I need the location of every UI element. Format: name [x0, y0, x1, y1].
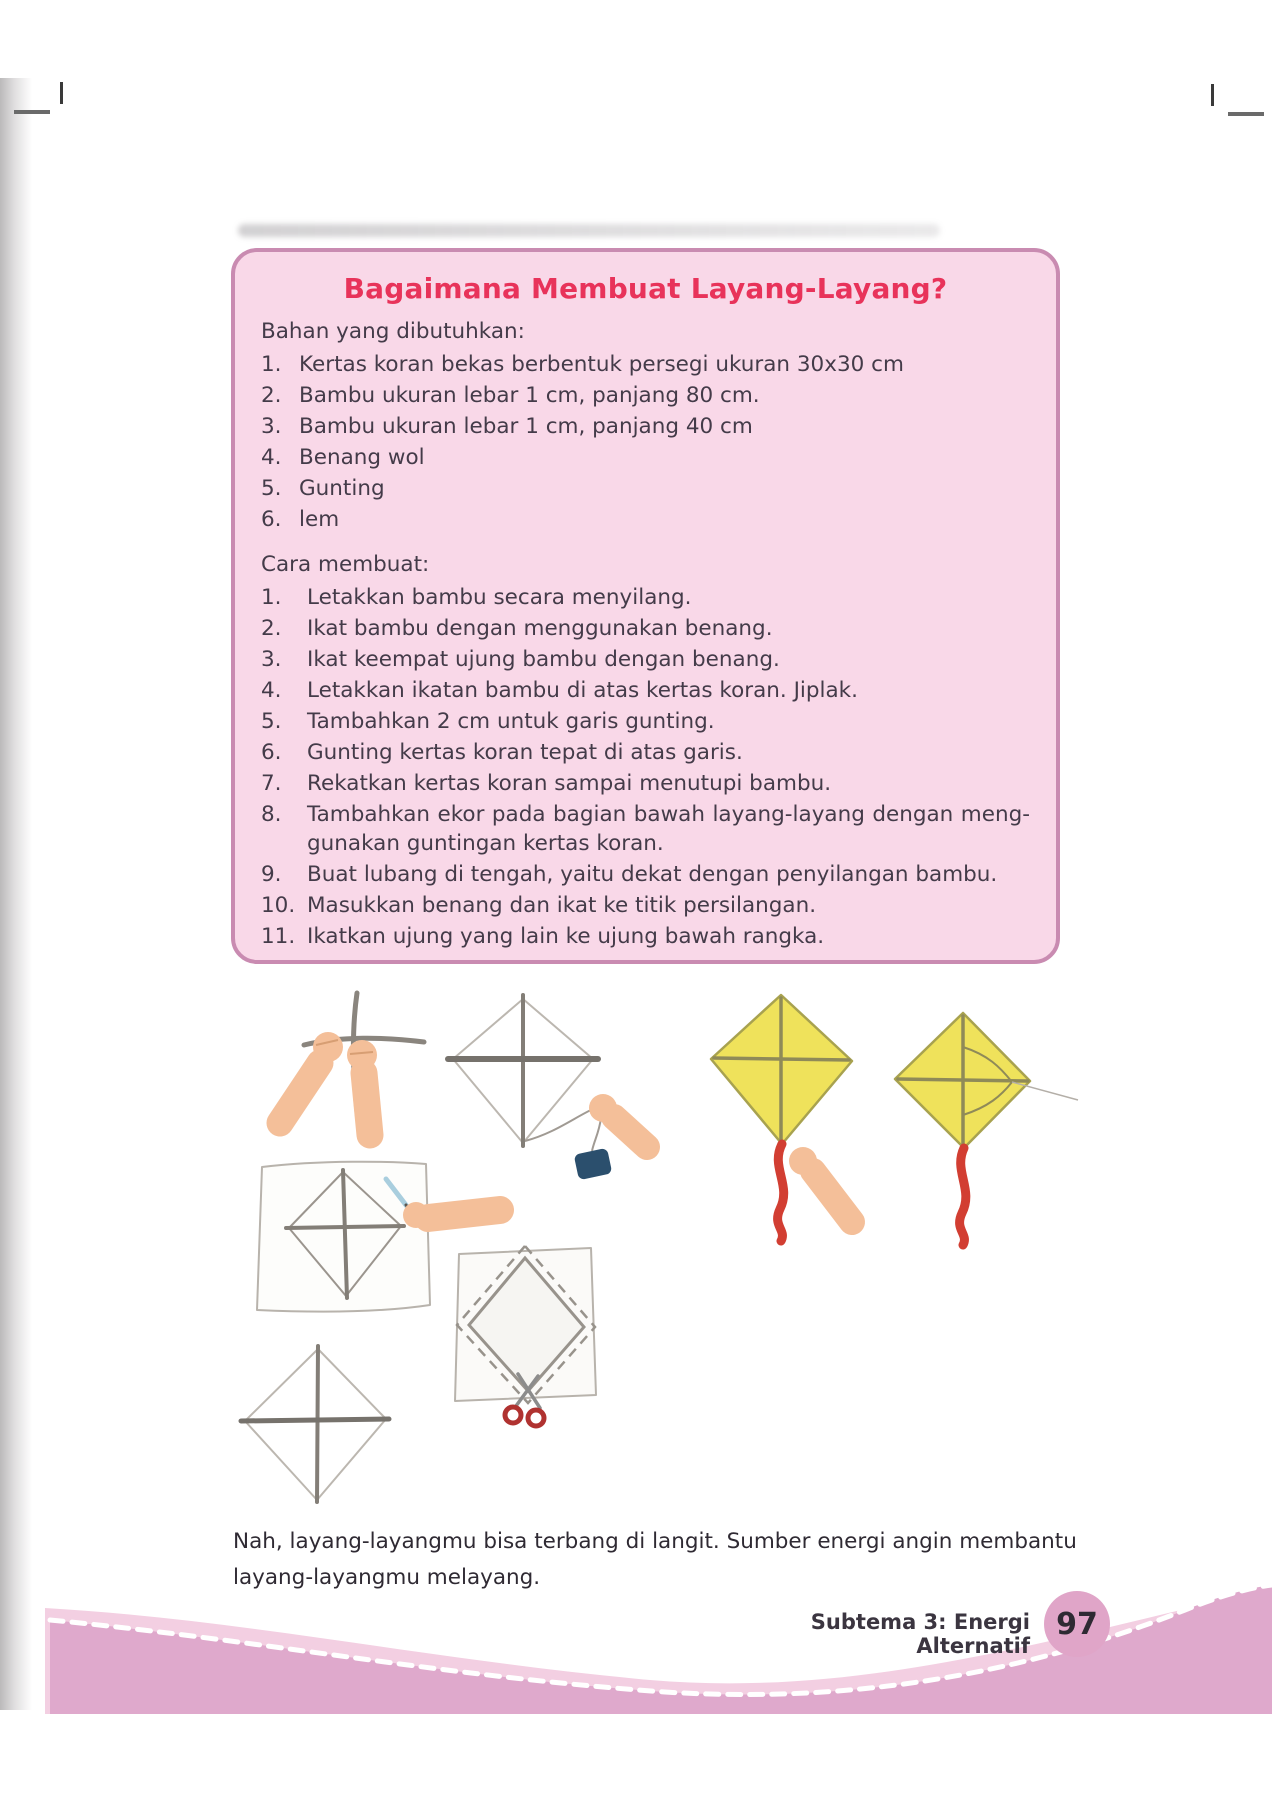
steps-item — [261, 891, 1030, 920]
steps-item-number: 6. — [261, 740, 282, 765]
step-illustrations — [200, 975, 1100, 1525]
crop-mark-top-right-horizontal — [1228, 112, 1264, 116]
materials-item-text: lem — [299, 507, 340, 532]
steps-item-number: 2. — [261, 616, 282, 641]
yellow-kite-with-bridle-illustration — [895, 1013, 1078, 1245]
materials-item-number: 4. — [261, 445, 282, 470]
crop-mark-top-right-vertical — [1211, 84, 1214, 106]
materials-item — [261, 381, 1030, 410]
materials-item — [261, 474, 1030, 503]
steps-list — [261, 583, 1030, 951]
steps-item-number: 4. — [261, 678, 282, 703]
thread-spool — [574, 1148, 613, 1181]
steps-item-text: Tambahkan ekor pada bagian bawah layang-layang dengan meng-gunakan guntingan kertas koran. — [307, 802, 1030, 856]
closing-line-1: Nah, layang-layangmu bisa terbang di langit. Sumber energi angin membantu — [233, 1529, 1077, 1554]
steps-item — [261, 583, 1030, 612]
steps-item — [261, 860, 1030, 889]
steps-item — [261, 922, 1030, 951]
materials-item-text: Bambu ukuran lebar 1 cm, panjang 40 cm — [299, 414, 753, 439]
yellow-kite-with-tail-illustration — [711, 995, 852, 1241]
steps-item-text: Letakkan bambu secara menyilang. — [307, 585, 692, 610]
steps-header: Cara membuat: — [261, 552, 430, 577]
materials-item-number: 6. — [261, 507, 282, 532]
kite-frame-thread-spool-illustration — [448, 995, 647, 1180]
materials-header: Bahan yang dibutuhkan: — [261, 319, 525, 344]
closing-line-2: layang-layangmu melayang. — [233, 1565, 541, 1590]
steps-item — [261, 769, 1030, 798]
materials-item-text: Benang wol — [299, 445, 425, 470]
red-kite-tail — [778, 1144, 784, 1241]
steps-item-number: 3. — [261, 647, 282, 672]
materials-item — [261, 350, 1030, 379]
footer-subtema-label: Subtema 3: Energi Alternatif — [810, 1610, 1030, 1658]
materials-item-number: 3. — [261, 414, 282, 439]
steps-item-text: Ikat keempat ujung bambu dengan benang. — [307, 647, 780, 672]
page-title: Bagaimana Membuat Layang-Layang? — [343, 272, 948, 305]
page-number: 97 — [1056, 1606, 1098, 1642]
materials-item-number: 5. — [261, 476, 282, 501]
materials-item — [261, 412, 1030, 441]
small-kite-frame-illustration — [241, 1346, 389, 1502]
steps-item-text: Tambahkan 2 cm untuk garis gunting. — [307, 709, 715, 734]
steps-item-text: Gunting kertas koran tepat di atas garis. — [307, 740, 743, 765]
materials-item-text: Gunting — [299, 476, 385, 501]
steps-item-text: Ikat bambu dengan menggunakan benang. — [307, 616, 773, 641]
steps-item — [261, 676, 1030, 705]
materials-item-text: Bambu ukuran lebar 1 cm, panjang 80 cm. — [299, 383, 760, 408]
red-kite-tail — [960, 1148, 966, 1245]
steps-item — [261, 645, 1030, 674]
steps-item-number: 11. — [261, 924, 296, 949]
steps-item-number: 8. — [261, 802, 282, 827]
page-number-badge — [1044, 1591, 1110, 1657]
crossing-bamboo-hands-illustration — [280, 993, 424, 1137]
materials-item — [261, 443, 1030, 472]
crop-mark-top-left-vertical — [60, 82, 63, 104]
materials-item-number: 1. — [261, 352, 282, 377]
cut-paper-with-scissors-illustration — [455, 1246, 596, 1426]
recipe-card — [231, 248, 1060, 964]
steps-item-number: 1. — [261, 585, 282, 610]
scan-edge-shadow — [0, 78, 32, 1710]
steps-item-number: 10. — [261, 893, 296, 918]
materials-item — [261, 505, 1030, 534]
scan-smudge — [238, 224, 940, 237]
steps-item-number: 5. — [261, 709, 282, 734]
materials-list — [261, 350, 1030, 534]
steps-item — [261, 614, 1030, 643]
crop-mark-top-left-horizontal — [14, 110, 50, 114]
steps-item-text: Buat lubang di tengah, yaitu dekat dengan penyilangan bambu. — [307, 862, 998, 887]
steps-item — [261, 738, 1030, 767]
materials-item-number: 2. — [261, 383, 282, 408]
steps-item-number: 7. — [261, 771, 282, 796]
materials-item-text: Kertas koran bekas berbentuk persegi ukuran 30x30 cm — [299, 352, 904, 377]
steps-item-text: Rekatkan kertas koran sampai menutupi bambu. — [307, 771, 832, 796]
steps-item-number: 9. — [261, 862, 282, 887]
steps-item-text: Masukkan benang dan ikat ke titik persilangan. — [307, 893, 817, 918]
steps-item — [261, 800, 1030, 858]
steps-item-text: Letakkan ikatan bambu di atas kertas koran. Jiplak. — [307, 678, 858, 703]
steps-item — [261, 707, 1030, 736]
steps-item-text: Ikatkan ujung yang lain ke ujung bawah rangka. — [307, 924, 825, 949]
